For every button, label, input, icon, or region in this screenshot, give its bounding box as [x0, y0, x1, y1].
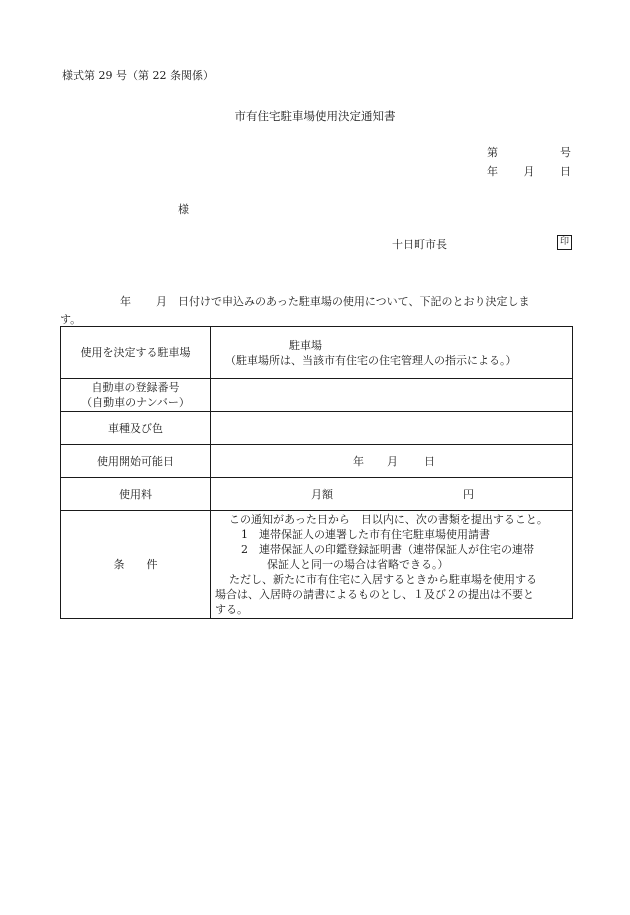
seal-mark: 印	[557, 235, 572, 250]
table-row	[61, 379, 573, 412]
row-label-parking: 使用を決定する駐車場	[61, 327, 211, 379]
body-month: 月	[156, 295, 167, 308]
issue-date-line	[487, 163, 571, 179]
condition-item-2: 2 連帯保証人の印鑑登録証明書（連帯保証人が住宅の連帯	[241, 543, 534, 556]
issuer-name: 十日町市長	[392, 238, 447, 251]
row-label-vehicle: 車種及び色	[61, 412, 211, 445]
table-row	[61, 412, 573, 445]
registration-value	[211, 379, 573, 412]
start-day: 日	[424, 455, 435, 468]
table-row	[61, 327, 573, 379]
start-date-value	[211, 445, 573, 478]
start-month: 月	[387, 455, 398, 468]
row-label-fee: 使用料	[61, 478, 211, 511]
conditions-label-a: 条	[113, 558, 125, 571]
fee-currency: 円	[463, 488, 474, 501]
addressee: 様	[178, 203, 189, 216]
table-row	[61, 511, 573, 619]
condition-line: この通知があった日から 日以内に、次の書類を提出すること。	[229, 513, 548, 526]
row-label-conditions	[61, 511, 211, 619]
issue-year: 年	[487, 165, 498, 178]
condition-proviso: ただし、新たに市有住宅に入居するときから駐車場を使用する	[229, 573, 537, 586]
decision-table	[60, 326, 573, 619]
document-number-line	[487, 144, 571, 160]
number-suffix: 号	[560, 146, 571, 159]
vehicle-value	[211, 412, 573, 445]
registration-label: 自動車の登録番号	[91, 381, 180, 394]
condition-proviso-cont: 場合は、入居時の請書によるものとし、１及び２の提出は不要と	[215, 588, 534, 601]
issue-month: 月	[523, 165, 535, 178]
document-title: 市有住宅駐車場使用決定通知書	[234, 109, 396, 123]
condition-proviso-end: する。	[215, 603, 248, 616]
conditions-label-b: 件	[146, 558, 158, 571]
body-text-line2: す。	[60, 313, 82, 326]
body-year: 年	[120, 295, 131, 308]
parking-value	[211, 327, 573, 379]
number-prefix: 第	[487, 146, 498, 159]
condition-item-2-cont: 保証人と同一の場合は省略できる。）	[267, 558, 449, 571]
table-row	[61, 445, 573, 478]
table-row	[61, 478, 573, 511]
issue-day: 日	[560, 165, 571, 178]
conditions-value	[211, 511, 573, 619]
parking-note: （駐車場所は、当該市有住宅の住宅管理人の指示による。）	[225, 353, 517, 367]
body-text-line1: 日付けで申込みのあった駐車場の使用について、下記のとおり決定しま	[178, 295, 530, 308]
fee-monthly: 月額	[311, 488, 333, 501]
condition-item-1: 1 連帯保証人の連署した市有住宅駐車場使用請書	[241, 528, 490, 541]
row-label-registration	[61, 379, 211, 412]
registration-sublabel: （自動車のナンバー）	[81, 396, 190, 409]
fee-value	[211, 478, 573, 511]
start-year: 年	[353, 455, 364, 468]
form-number: 様式第 29 号（第 22 条関係）	[62, 69, 214, 82]
parking-name: 駐車場	[289, 338, 322, 352]
row-label-start-date: 使用開始可能日	[61, 445, 211, 478]
